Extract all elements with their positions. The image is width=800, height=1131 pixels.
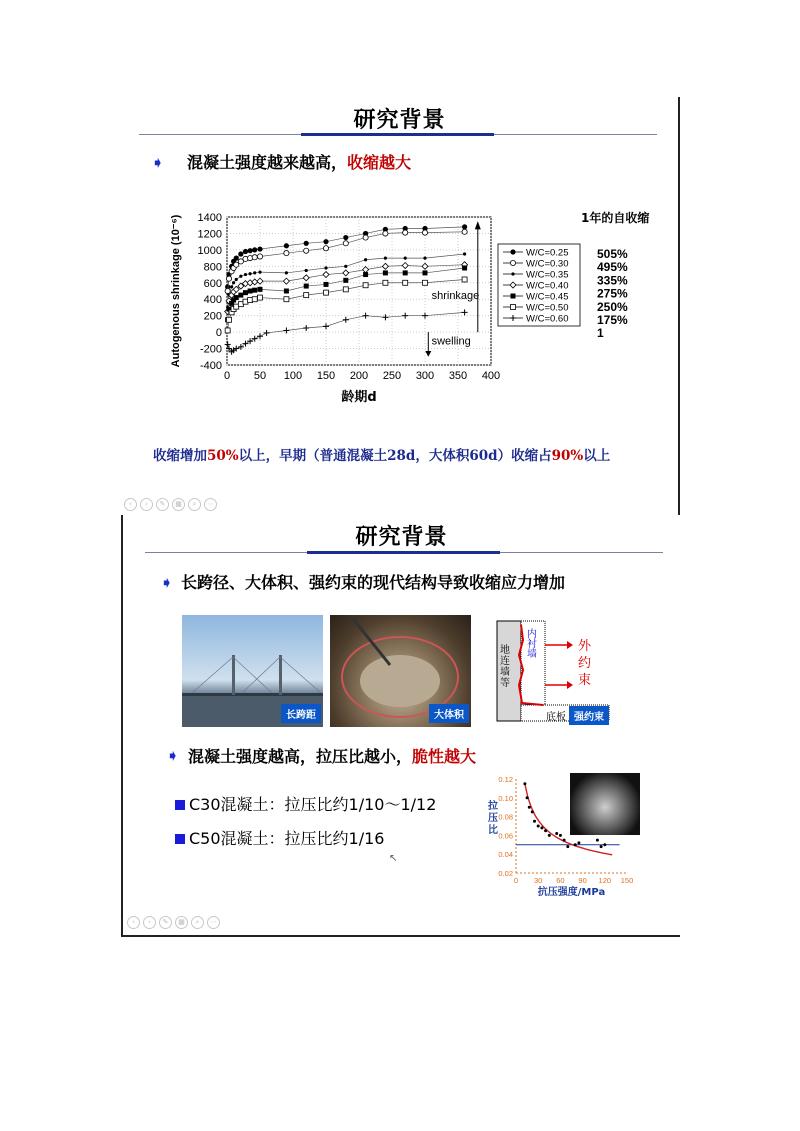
side-value: 505% (597, 247, 628, 261)
data-point (566, 845, 569, 848)
x-tick-label: 150 (620, 876, 634, 885)
x-tick-label: 400 (481, 370, 501, 382)
data-point (304, 293, 309, 298)
data-point (232, 281, 235, 284)
data-point (403, 270, 408, 275)
bullet-text: 混凝土强度越来越高，收缩越大 (187, 153, 412, 172)
data-point (285, 271, 288, 274)
legend-label: W/C=0.35 (526, 269, 569, 281)
y-tick-label: 0.08 (498, 812, 513, 822)
data-point (235, 278, 238, 281)
data-point (364, 258, 367, 261)
data-point (404, 257, 407, 260)
bullet-text-2: 混凝土强度越高，拉压比越小，脆性越大 (188, 747, 477, 766)
data-point (531, 810, 534, 813)
y-tick-label: -200 (199, 343, 222, 356)
data-point (344, 265, 347, 268)
data-point (555, 832, 558, 835)
y-tick-label: 0.12 (498, 775, 513, 784)
data-point (462, 229, 467, 234)
data-point (304, 248, 309, 253)
x-tick-label: 0 (223, 370, 231, 382)
data-point (234, 256, 239, 261)
data-point (343, 241, 348, 246)
data-point (258, 295, 263, 300)
x-tick-label: 90 (578, 876, 587, 885)
y-tick-label: 0.06 (498, 831, 513, 841)
outer-restraint-label: 外约束 (578, 639, 592, 688)
legend-label: W/C=0.25 (526, 247, 569, 259)
slide-nav-controls (124, 498, 217, 511)
base-slab-label: 底板 (546, 712, 566, 723)
square-bullet-icon (175, 800, 185, 810)
zoom-icon[interactable]: ⌕ (191, 916, 204, 929)
data-point (523, 782, 526, 785)
data-point (463, 252, 466, 255)
x-tick-label: 100 (283, 370, 303, 382)
data-point (238, 293, 243, 298)
side-value: 175% (597, 313, 628, 327)
data-point (324, 266, 327, 269)
y-tick-label: 1000 (197, 244, 222, 257)
excavation-photo (330, 615, 471, 727)
data-point (257, 246, 262, 251)
pages-icon[interactable]: ▦ (175, 916, 188, 929)
y-tick-label: 200 (203, 310, 222, 323)
y-tick-label: 1200 (197, 228, 222, 241)
side-value: 335% (597, 273, 628, 288)
y-tick-label: 0.10 (498, 793, 513, 803)
data-point (559, 834, 562, 837)
next-icon[interactable]: › (140, 498, 153, 511)
x-tick-label: 120 (598, 876, 612, 885)
data-point (253, 271, 256, 274)
data-point (248, 289, 253, 294)
data-point (324, 290, 329, 295)
shrinkage-annotation: shrinkage (431, 290, 480, 303)
data-point (225, 328, 230, 333)
photo-tag-mass: 大体积 (429, 704, 469, 723)
y-axis-label: 拉压比 (488, 801, 498, 836)
data-point (252, 297, 257, 302)
data-point (248, 248, 253, 253)
data-point (323, 246, 328, 251)
swelling-annotation: swelling (431, 335, 471, 348)
data-point (226, 276, 231, 281)
data-point (544, 829, 547, 832)
data-point (526, 796, 529, 799)
data-point (383, 231, 388, 236)
slide-title: 研究背景 (353, 108, 446, 133)
y-tick-label: -400 (199, 360, 222, 372)
data-point (511, 305, 516, 310)
x-tick-label: 200 (349, 370, 369, 382)
x-tick-label: 300 (415, 370, 435, 382)
data-point (249, 272, 252, 275)
square-bullet-icon (175, 834, 185, 844)
data-point (548, 834, 551, 837)
data-point (252, 247, 257, 252)
data-point (243, 290, 248, 295)
title-accent-bar (307, 551, 500, 554)
data-point (284, 289, 289, 294)
caption: 收缩增加50%以上，早期（普通混凝土28d，大体积60d）收缩占90%以上 (153, 448, 611, 464)
data-point (422, 230, 427, 235)
y-tick-label: 0.04 (498, 850, 513, 860)
data-point (234, 262, 239, 267)
data-point (528, 806, 531, 809)
pages-icon[interactable]: ▦ (172, 498, 185, 511)
inner-wall-label: 内衬墙 (527, 629, 537, 660)
data-point (284, 297, 289, 302)
data-point (383, 280, 388, 285)
data-point (363, 272, 368, 277)
side-value: 1 (597, 326, 604, 341)
data-point (243, 249, 248, 254)
side-value: 495% (597, 260, 628, 275)
side-value: 275% (597, 286, 628, 301)
x-tick-label: 250 (382, 370, 402, 382)
legend-label: W/C=0.45 (526, 291, 569, 303)
prev-icon[interactable]: ‹ (124, 498, 137, 511)
arrow-bullet-icon: ➧ (166, 746, 180, 765)
legend-label: W/C=0.30 (526, 258, 569, 270)
legend (498, 244, 580, 326)
data-point (305, 269, 308, 272)
prev-icon[interactable]: ‹ (127, 916, 140, 929)
data-point (462, 224, 467, 229)
data-point (252, 255, 257, 260)
data-point (284, 251, 289, 256)
data-point (239, 275, 242, 278)
data-point (284, 243, 289, 248)
data-point (577, 841, 580, 844)
data-point (384, 257, 387, 260)
data-point (343, 287, 348, 292)
title-accent-bar (301, 133, 494, 136)
test-photo (570, 773, 640, 835)
x-axis-label: 龄期d (341, 390, 377, 405)
data-point (257, 254, 262, 259)
y-axis-label: Autogenous shrinkage (10⁻⁶) (170, 214, 182, 368)
data-point (230, 285, 233, 288)
data-point (511, 294, 516, 299)
x-tick-label: 50 (253, 370, 267, 382)
data-point (510, 260, 515, 265)
list-item: C30混凝土：拉压比约1/10～1/12 (175, 792, 436, 815)
data-point (258, 270, 261, 273)
data-point (423, 257, 426, 260)
side-value: 250% (597, 299, 628, 314)
data-point (403, 280, 408, 285)
more-icon[interactable]: ⋯ (204, 498, 217, 511)
data-point (324, 282, 329, 287)
x-tick-label: 350 (448, 370, 468, 382)
data-point (304, 241, 309, 246)
data-point (462, 265, 467, 270)
bullet-text-1: 长跨径、大体积、强约束的现代结构导致收缩应力增加 (181, 573, 566, 592)
arrow-bullet-icon: ➧ (160, 573, 174, 592)
data-point (383, 270, 388, 275)
data-point (252, 288, 257, 293)
legend-label: W/C=0.40 (526, 280, 569, 292)
slide-2 (121, 515, 680, 937)
data-point (423, 270, 428, 275)
data-point (510, 249, 515, 254)
data-point (574, 843, 577, 846)
y-tick-label: 0.02 (498, 869, 513, 878)
data-point (234, 295, 239, 300)
data-point (403, 230, 408, 235)
data-point (540, 826, 543, 829)
y-tick-label: 800 (203, 261, 222, 274)
bullet2-highlight: 脆性越大 (412, 747, 477, 766)
data-point (462, 277, 467, 282)
data-point (343, 235, 348, 240)
x-tick-label: 30 (534, 876, 543, 885)
y-tick-label: 600 (203, 277, 222, 290)
side-title: 1年的自收缩 (581, 211, 650, 225)
data-point (423, 280, 428, 285)
bullet-highlight: 收缩越大 (347, 153, 412, 172)
list-item: C50混凝土：拉压比约1/16 (175, 826, 384, 849)
x-axis-label: 抗压强度/MPa (537, 887, 606, 898)
wall-label: 地连墙等 (500, 645, 510, 689)
data-point (304, 284, 309, 289)
shrinkage-chart (161, 207, 681, 407)
x-tick-label: 150 (316, 370, 336, 382)
y-tick-label: 400 (203, 294, 222, 307)
data-point (537, 825, 540, 828)
data-point (238, 251, 243, 256)
data-point (603, 843, 606, 846)
slide-nav-controls (127, 916, 220, 929)
next-icon[interactable]: › (143, 916, 156, 929)
data-point (323, 239, 328, 244)
data-point (258, 287, 263, 292)
legend-label: W/C=0.60 (526, 313, 569, 325)
data-point (244, 273, 247, 276)
data-point (563, 839, 566, 842)
x-tick-label: 60 (556, 876, 565, 885)
data-point (226, 317, 231, 322)
mouse-cursor-icon: ↖ (389, 853, 398, 864)
slide-1 (121, 97, 680, 515)
data-point (533, 820, 536, 823)
more-icon[interactable]: ⋯ (207, 916, 220, 929)
data-point (363, 283, 368, 288)
photo-tag-long-span: 长跨距 (281, 704, 321, 723)
data-point (343, 278, 348, 283)
arrow-bullet-icon: ➧ (151, 153, 165, 172)
legend-label: W/C=0.50 (526, 302, 569, 314)
data-point (596, 839, 599, 842)
zoom-icon[interactable]: ⌕ (188, 498, 201, 511)
bridge-photo (182, 615, 323, 727)
photo-tag-restraint: 强约束 (569, 706, 609, 725)
y-tick-label: 0 (215, 327, 222, 340)
y-tick-label: 1400 (197, 212, 222, 224)
pen-icon[interactable]: ✎ (159, 916, 172, 929)
slide-title: 研究背景 (355, 525, 448, 550)
data-point (363, 235, 368, 240)
data-point (600, 845, 603, 848)
data-point (511, 272, 514, 275)
x-tick-label: 0 (513, 876, 519, 885)
pen-icon[interactable]: ✎ (156, 498, 169, 511)
